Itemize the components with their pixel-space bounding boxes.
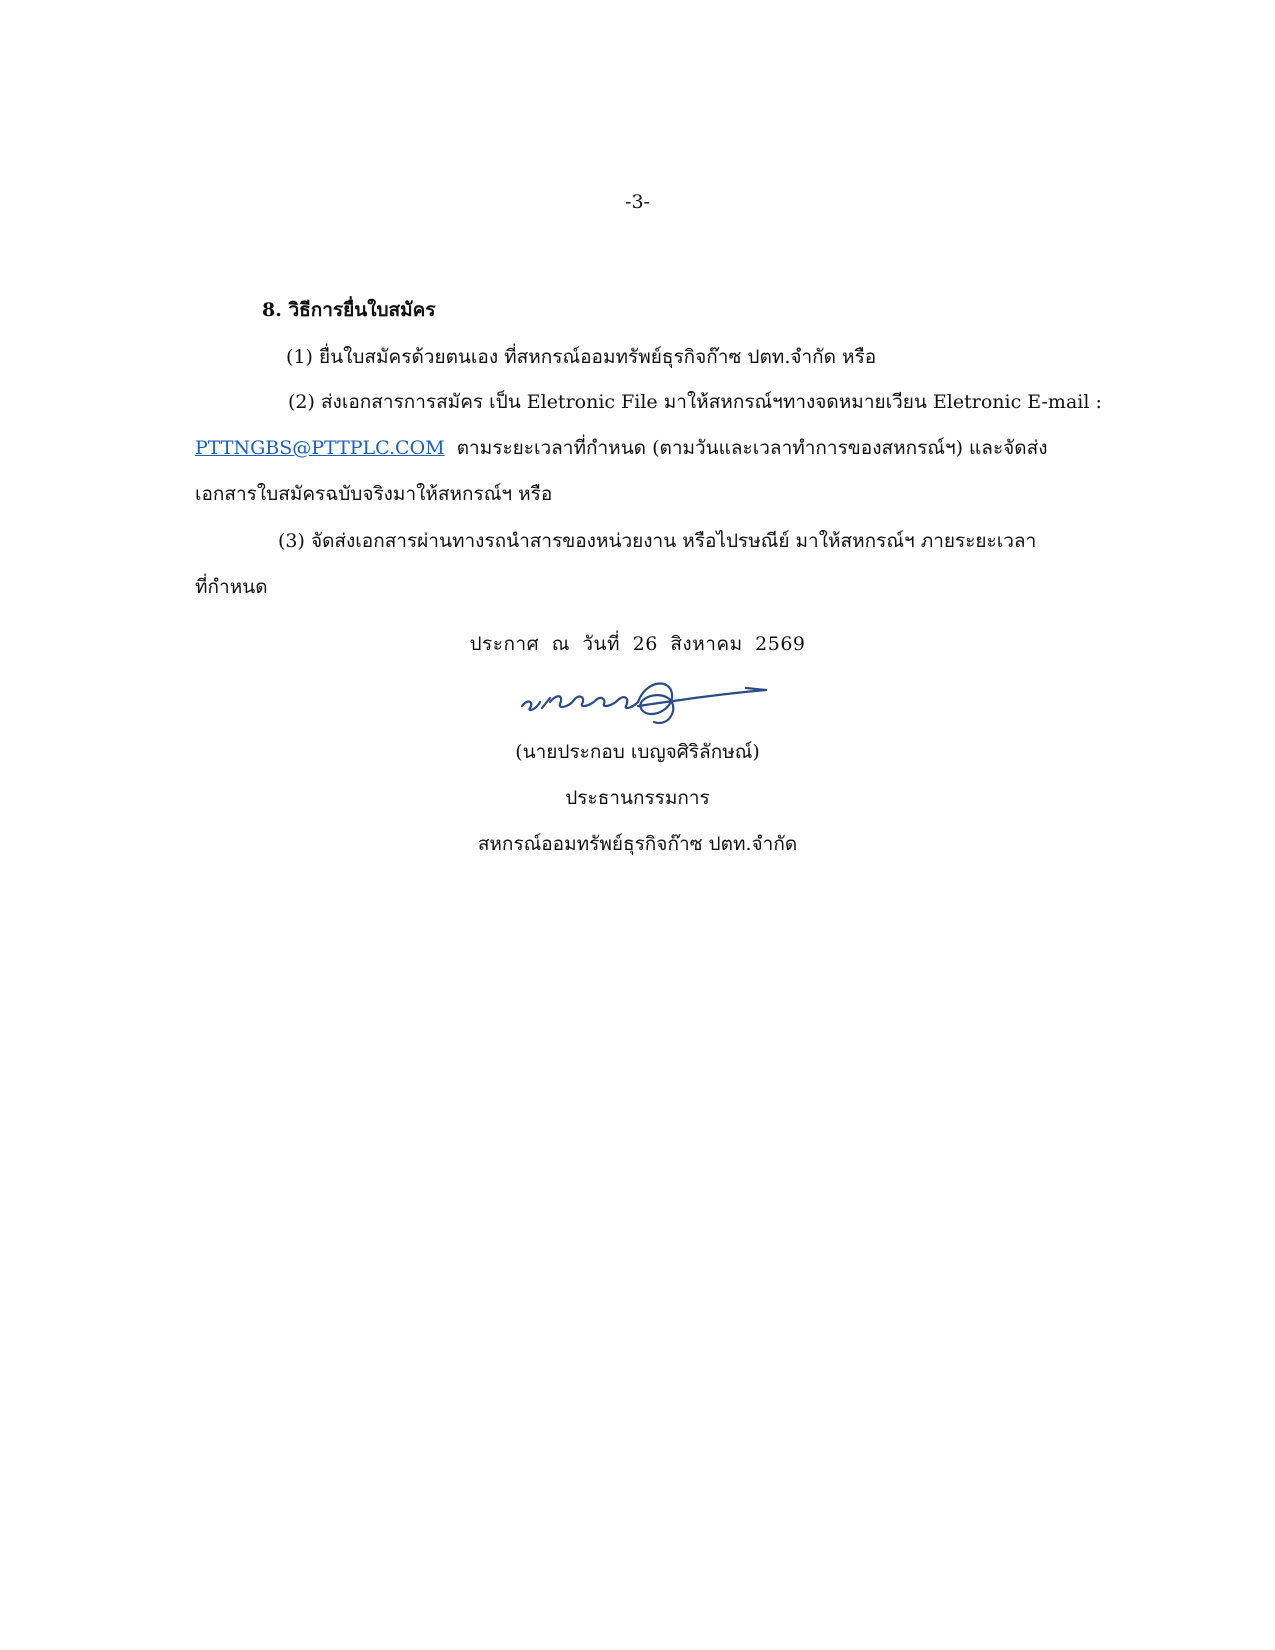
item-2-line-1: (2) ส่งเอกสารการสมัคร เป็น Eletronic File มาให้สหกรณ์ฯทางจดหมายเวียน Eletronic E-mail : (288, 391, 1102, 413)
item-1-text: (1) ยื่นใบสมัครด้วยตนเอง ที่สหกรณ์ออมทรัพย์ธุรกิจก๊าซ ปตท.จำกัด หรือ (286, 346, 877, 368)
signatory-name: (นายประกอบ เบญจศิริลักษณ์) (515, 741, 760, 763)
section-heading: 8. วิธีการยื่นใบสมัคร (262, 299, 436, 321)
signature-image (520, 672, 770, 732)
item-2-line-2 (195, 436, 1048, 460)
email-link[interactable]: PTTNGBS@PTTPLC.COM (195, 437, 445, 459)
item-2-line-3: เอกสารใบสมัครฉบับจริงมาให้สหกรณ์ฯ หรือ (195, 483, 553, 505)
item-3-line-2: ที่กำหนด (195, 576, 268, 598)
announcement-date: ประกาศ ณ วันที่ 26 สิงหาคม 2569 (469, 633, 806, 655)
signatory-organization: สหกรณ์ออมทรัพย์ธุรกิจก๊าซ ปตท.จำกัด (477, 833, 798, 855)
item-3-line-1: (3) จัดส่งเอกสารผ่านทางรถนำสารของหน่วยงาน หรือไปรษณีย์ มาให้สหกรณ์ฯ ภายระยะเวลา (278, 530, 1037, 552)
item-2-line-2-rest: ตามระยะเวลาที่กำหนด (ตามวันและเวลาทำการของสหกรณ์ฯ) และจัดส่ง (456, 437, 1048, 459)
page-number: -3- (625, 191, 650, 213)
signatory-title: ประธานกรรมการ (565, 787, 710, 809)
